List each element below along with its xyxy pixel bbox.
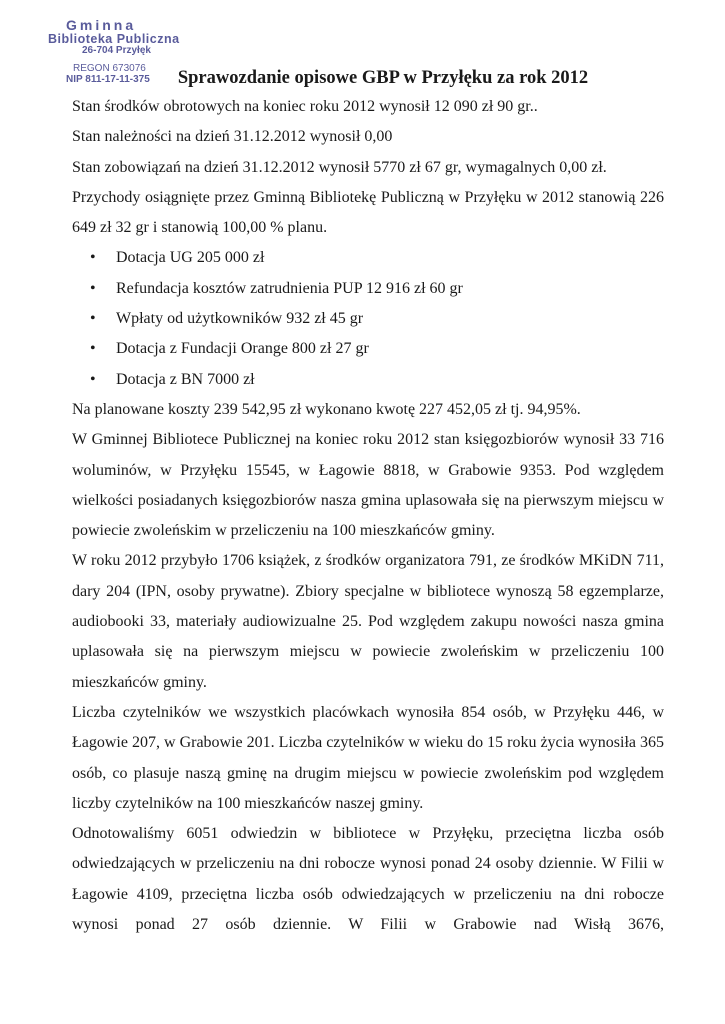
stamp-line-library: Biblioteka Publiczna [48, 31, 180, 46]
receivables-line: Stan należności na dzień 31.12.2012 wynosił 0,00 [72, 128, 393, 146]
readers-paragraph: Liczba czytelników we wszystkich placówkach wynosiła 854 osób, w Przyłęku 446, w Łagowie 207, w Grabowie 201. Liczba czytelników w wieku do 15 roku życia wynosiła 365 osób, co plasuje naszą gminę na drugim miejscu w powiecie zwoleńskim pod względem liczby czytelników na 100 mieszkańców naszej gminy. [72, 703, 664, 812]
document-body [72, 64, 664, 940]
list-item: • Refundacja kosztów zatrudnienia PUP 12 916 zł 60 gr [116, 274, 664, 304]
income-list [72, 243, 664, 394]
working-capital-line: Stan środków obrotowych na koniec roku 2012 wynosił 12 090 zł 90 gr.. [72, 98, 538, 115]
document-title: Sprawozdanie opisowe GBP w Przyłęku za rok 2012 [177, 68, 589, 88]
liabilities-line: Stan zobowiązań na dzień 31.12.2012 wynosił 5770 zł 67 gr, wymagalnych 0,00 zł. [72, 158, 607, 176]
income-paragraph: Przychody osiągnięte przez Gminną Bibliotekę Publiczną w Przyłęku w 2012 stanowią 226 649 zł 32 gr i stanowią 100,00 % planu. [72, 188, 664, 237]
collection-paragraph: W Gminnej Bibliotece Publicznej na koniec roku 2012 stan księgozbiorów wynosił 33 716 woluminów, w Przyłęku 15545, w Łagowie 8818, w Grabowie 9353. Pod względem wielkości posiadanych księgozbiorów nasza gmina uplasowała się na pierwszym miejscu w powiecie zwoleńskim w przeliczeniu na 100 mieszkańców gminy. [72, 431, 664, 540]
list-item: • Dotacja UG 205 000 zł [116, 243, 664, 273]
list-item: • Dotacja z Fundacji Orange 800 zł 27 gr [116, 334, 664, 364]
stamp-line-regon: REGON 673076 [73, 63, 146, 75]
list-item: • Wpłaty od użytkowników 932 zł 45 gr [116, 304, 664, 334]
stamp-line-nip: NIP 811-17-11-375 [66, 73, 150, 85]
stamp-line-gmina: Gminna [66, 17, 137, 33]
acquisitions-paragraph: W roku 2012 przybyło 1706 książek, z środków organizatora 791, ze środków MKiDN 711, dary 204 (IPN, osoby prywatne). Zbiory specjalne w bibliotece wynoszą 58 egzemplarze, audiobooki 33, materiały audiowizualne 25. Pod względem zakupu nowości nasza gmina uplasowała się na pierwszym miejscu w powiecie zwoleńskim w przeliczeniu 100 mieszkańców gminy. [72, 552, 664, 691]
list-item: • Dotacja z BN 7000 zł [116, 365, 664, 395]
costs-line: Na planowane koszty 239 542,95 zł wykonano kwotę 227 452,05 zł tj. 94,95%. [72, 400, 581, 418]
visits-paragraph: Odnotowaliśmy 6051 odwiedzin w bibliotece w Przyłęku, przeciętna liczba osób odwiedzających w przeliczeniu na dni robocze wynosi ponad 24 osoby dziennie. W Filii w Łagowie 4109, przeciętna liczba osób odwiedzających w przeliczeniu na dni robocze wynosi ponad 27 osób dziennie. W Filii w Grabowie nad Wisłą 3676, [72, 825, 664, 934]
stamp-line-address: 26-704 Przyłęk [82, 44, 151, 56]
